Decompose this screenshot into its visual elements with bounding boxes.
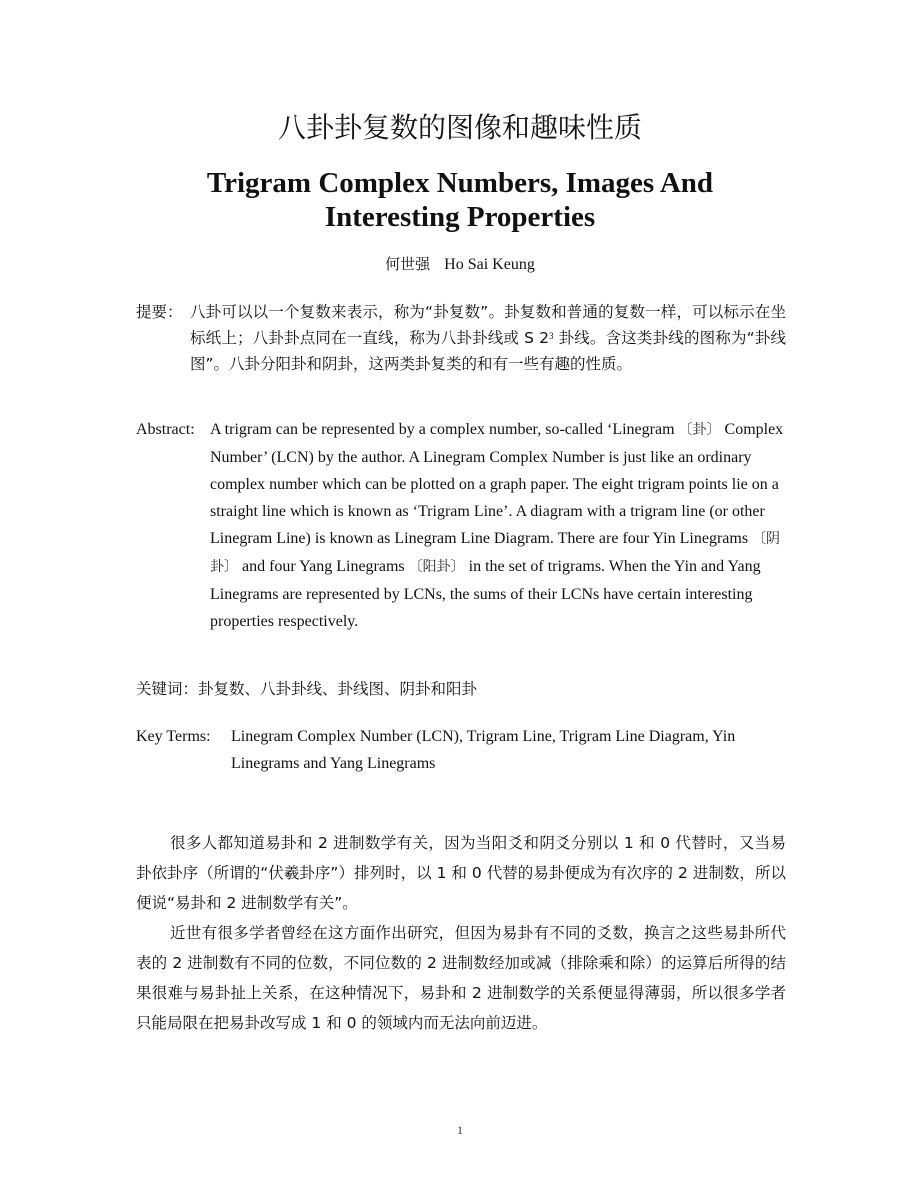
bracket-term-linegram: 〔卦〕 [678, 422, 721, 438]
abstract-chinese-text-part2: 卦线。含这类卦线的图称为“卦线图”。八卦分阳卦和阴卦，这两类卦复类的和有一些有趣的性质。 [190, 329, 786, 373]
abstract-chinese-label: 提要： [136, 303, 183, 321]
abstract-chinese-text-part1: 八卦可以以一个复数来表示，称为“卦复数”。卦复数和普通的复数一样，可以标示在坐标纸上；八卦卦点同在一直线，称为八卦卦线或 S 2 [190, 303, 786, 347]
abstract-english-part3: and four Yang Linegrams [238, 558, 409, 575]
keywords-english-text: Linegram Complex Number (LCN), Trigram Line, Trigram Line Diagram, Yin Linegrams and Yang Linegrams [231, 728, 736, 772]
keywords-chinese-text: 卦复数、八卦卦线、卦线图、阴卦和阳卦 [198, 680, 478, 698]
author-name-english: Ho Sai Keung [444, 256, 535, 273]
body-paragraph-2: 近世有很多学者曾经在这方面作出研究，但因为易卦有不同的爻数，换言之这些易卦所代表的 2 进制数有不同的位数，不同位数的 2 进制数经加或减（排除乘和除）的运算后所得的结果很难与易卦扯上关系，在这种情况下，易卦和 2 进制数学的关系便显得薄弱，所以很多学者只能局限在把易卦改写成 1 和 0 的领域内而无法向前迈进。 [136, 924, 786, 1032]
page-number: 1 [457, 1123, 463, 1137]
title-chinese: 八卦卦复数的图像和趣味性质 [277, 111, 642, 144]
keywords-english-label: Key Terms: [136, 728, 211, 745]
abstract-chinese [136, 299, 786, 377]
keywords-english [136, 723, 786, 777]
title-english-line-2: Interesting Properties [324, 201, 596, 233]
abstract-english-part1: A trigram can be represented by a complex number, so-called ‘Linegram [210, 421, 679, 438]
abstract-english-part4: in the set of trigrams. When the Yin and Yang Linegrams are represented by LCNs, the sums of their LCNs have certain interesting properties respectively. [210, 558, 761, 630]
abstract-english-part2: Complex Number’ (LCN) by the author. A Linegram Complex Number is just like an ordinary complex number which can be plotted on a graph paper. The eight trigram points lie on a straight line which is known as ‘Trigram Line’. A diagram with a trigram line (or other Linegram Line) is known as Linegram Line Diagram. There are four Yin Linegrams [210, 421, 784, 547]
abstract-english-text [210, 416, 786, 635]
body-paragraph-1: 很多人都知道易卦和 2 进制数学有关，因为当阳爻和阴爻分别以 1 和 0 代替时，又当易卦依卦序（所谓的“伏羲卦序”）排列时，以 1 和 0 代替的易卦便成为有次序的 2 进制数，所以便说“易卦和 2 进制数学有关”。 [136, 834, 786, 912]
title-english [0, 166, 920, 234]
author-name-chinese: 何世强 [385, 255, 431, 273]
abstract-chinese-text [190, 299, 786, 377]
author [0, 254, 920, 275]
bracket-term-yang: 〔阳卦〕 [408, 559, 465, 575]
superscript: 3 [548, 331, 554, 341]
keywords-chinese [136, 677, 786, 701]
abstract-english [136, 416, 786, 635]
bracket-term-yin: 〔阴卦〕 [210, 531, 781, 575]
abstract-english-label: Abstract: [136, 421, 195, 438]
title-english-line-1: Trigram Complex Numbers, Images And [206, 167, 714, 199]
keywords-chinese-label: 关键词： [136, 680, 199, 698]
